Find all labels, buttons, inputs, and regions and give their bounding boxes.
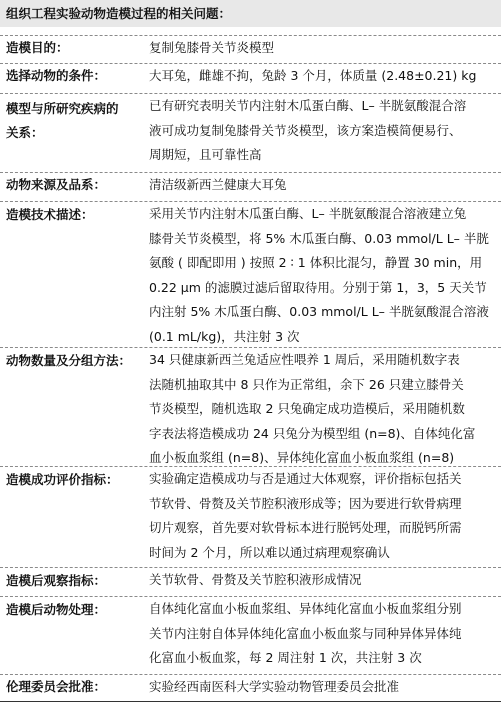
row-label-purpose: 造模目的：	[6, 40, 69, 55]
row-label-technique: 造模技术描述：	[6, 207, 94, 222]
row-label-grouping: 动物数量及分组方法：	[6, 353, 132, 368]
row-value-ethics: 实验经西南医科大学实验动物管理委员会批准	[149, 679, 400, 694]
row-label-animal-conditions: 选择动物的条件：	[6, 68, 107, 83]
row-value-disease-relation: 已有研究表明关节内注射木瓜蛋白酶、L– 半胱氨酸混合溶 液可成功复制兔膝骨关节炎模型，该方案造模简便易行、 周期短，且可靠性高	[149, 98, 467, 162]
row-value-animal-conditions: 大耳兔，雌雄不拘，兔龄 3 个月，体质量 (2.48±0.21) kg	[149, 68, 477, 83]
row-value-observation: 关节软骨、骨赘及关节腔积液形成情况	[149, 572, 362, 587]
row-value-evaluation: 实验确定造模成功与否是通过大体观察，评价指标包括关 节软骨、骨赘及关节腔积液形成等；因为要进行软骨病理 切片观察，首先要对软骨标本进行脱钙处理，而脱钙所需 时间为 2 个月，所以难以通过病理观察确认	[149, 471, 462, 560]
row-label-animal-source: 动物来源及品系：	[6, 177, 107, 192]
table-title: 组织工程实验动物造模过程的相关问题：	[0, 0, 501, 27]
table-bottom-rule	[0, 701, 501, 702]
row-value-animal-source: 清洁级新西兰健康大耳兔	[149, 177, 287, 192]
row-value-technique: 采用关节内注射木瓜蛋白酶、L– 半胱氨酸混合溶液建立兔 膝骨关节炎模型，将 5% 木瓜蛋白酶、0.03 mmol/L L– 半胱 氨酸 ( 即配即用 ) 按照 2 ∶ 1 体积比混匀，静置 30 min，用 0.22 μm 的滤膜过滤后留取待用。分别于第 1，3，5 天关节 内注射 5% 木瓜蛋白酶、0.03 mmol/L L– 半胱氨酸混合溶液 (0.1 mL/kg)，共注射 3 次	[149, 206, 489, 344]
row-value-treatment: 自体纯化富血小板血浆组、异体纯化富血小板血浆组分别 关节内注射自体异体纯化富血小板血浆与同种异体异体纯 化富血小板血浆，每 2 周注射 1 次，共注射 3 次	[149, 601, 462, 665]
row-label-evaluation: 造模成功评价指标：	[6, 472, 119, 487]
row-label-disease-relation: 模型与所研究疾病的 关系：	[6, 101, 119, 140]
row-label-observation: 造模后观察指标：	[6, 573, 107, 588]
row-label-treatment: 造模后动物处理：	[6, 602, 107, 617]
row-value-purpose: 复制兔膝骨关节炎模型	[149, 40, 275, 55]
row-value-grouping: 34 只健康新西兰兔适应性喂养 1 周后，采用随机数字表 法随机抽取其中 8 只作为正常组，余下 26 只建立膝骨关 节炎模型，随机选取 2 只兔确定成功造模后，采用随机数 字表法将造模成功 24 只兔分为模型组 (n=8)、自体纯化富 血小板血浆组 (n=8)、异体纯化富血小板血浆组 (n=8)	[149, 352, 476, 465]
row-label-ethics: 伦理委员会批准：	[6, 679, 107, 694]
